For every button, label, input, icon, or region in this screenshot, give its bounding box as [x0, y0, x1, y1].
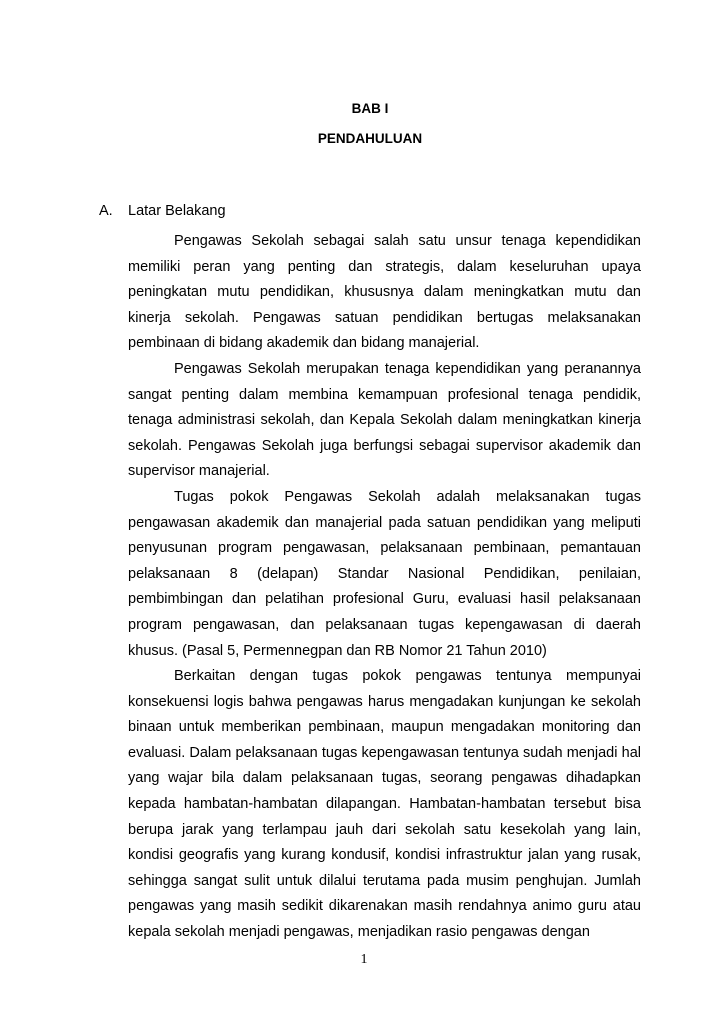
- paragraph: Berkaitan dengan tugas pokok pengawas tentunya mempunyai konsekuensi logis bahwa pengawas harus mengadakan kunjungan ke sekolah binaan untuk memberikan pembinaan, maupun mengadakan monitoring dan evaluasi. Dalam pelaksanaan tugas kepengawasan tentunya sudah menjadi hal yang wajar bila dalam pelaksanaan tugas, seorang pengawas dihadapkan kepada hambatan-hambatan dilapangan. Hambatan-hambatan tersebut bisa berupa jarak yang terlampau jauh dari sekolah satu kesekolah yang lain, kondisi geografis yang kurang kondusif, kondisi infrastruktur jalan yang rusak, sehingga sangat sulit untuk dilalui terutama pada musim penghujan. Jumlah pengawas yang masih sedikit dikarenakan masih rendahnya animo guru atau kepala sekolah menjadi pengawas, menjadikan rasio pengawas dengan: [128, 668, 641, 941]
- section-heading: [99, 202, 226, 220]
- paragraph: Pengawas Sekolah sebagai salah satu unsur tenaga kependidikan memiliki peran yang penting dan strategis, dalam keseluruhan upaya peningkatan mutu pendidikan, khususnya dalam meningkatkan mutu dan kinerja sekolah. Pengawas satuan pendidikan bertugas melaksanakan pembinaan di bidang akademik dan bidang manajerial.: [128, 233, 641, 352]
- section-letter: A.: [99, 203, 113, 219]
- section-title: Latar Belakang: [128, 203, 226, 219]
- section-body: [128, 229, 641, 946]
- chapter-header: [70, 100, 670, 148]
- page-number: 1: [360, 952, 368, 967]
- paragraph: Tugas pokok Pengawas Sekolah adalah melaksanakan tugas pengawasan akademik dan manajerial pada satuan pendidikan yang meliputi penyusunan program pengawasan, pelaksanaan pembinaan, pemantauan pelaksanaan 8 (delapan) Standar Nasional Pendidikan, penilaian, pembimbingan dan pelatihan profesional Guru, evaluasi hasil pelaksanaan program pengawasan, dan pelaksanaan tugas kepengawasan di daerah khusus. (Pasal 5, Permennegpan dan RB Nomor 21 Tahun 2010): [128, 488, 641, 659]
- chapter-title: PENDAHULUAN: [317, 131, 423, 146]
- paragraph: Pengawas Sekolah merupakan tenaga kependidikan yang peranannya sangat penting dalam membina kemampuan profesional tenaga pendidik, tenaga administrasi sekolah, dan Kepala Sekolah dalam meningkatkan kinerja sekolah. Pengawas Sekolah juga berfungsi sebagai supervisor akademik dan supervisor manajerial.: [128, 360, 641, 480]
- chapter-number: BAB I: [351, 101, 389, 116]
